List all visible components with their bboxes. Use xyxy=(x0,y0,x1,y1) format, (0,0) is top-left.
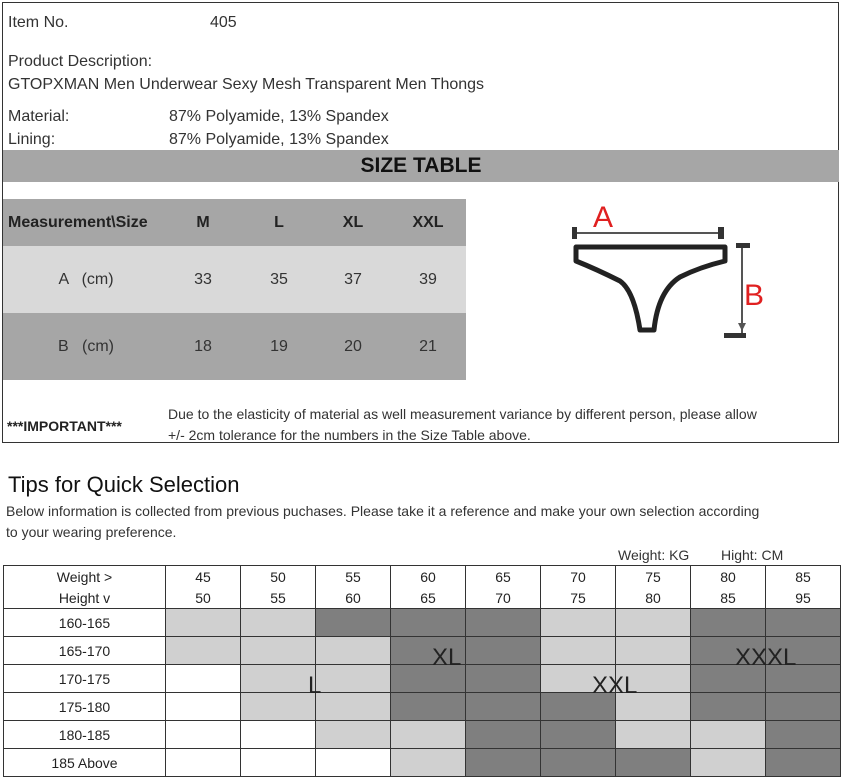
header-measurement: Measurement\Size xyxy=(8,213,148,231)
weight-value: 55 xyxy=(316,566,391,588)
grid-cell xyxy=(166,693,241,721)
unit-weight: Weight: KG xyxy=(618,547,690,563)
grid-cell xyxy=(766,693,841,721)
grid-cell xyxy=(241,609,316,637)
grid-row xyxy=(4,693,841,721)
grid-row xyxy=(4,665,841,693)
grid-row xyxy=(4,609,841,637)
row-b-xl: 20 xyxy=(344,337,362,355)
grid-cell xyxy=(541,609,616,637)
grid-cell xyxy=(241,665,316,693)
grid-cell xyxy=(541,749,616,777)
lining-label: Lining: xyxy=(8,131,56,148)
grid-cell xyxy=(316,609,391,637)
grid-cell xyxy=(691,721,766,749)
unit-height: Hight: CM xyxy=(721,547,784,563)
important-line-1: Due to the elasticity of material as well measurement variance by different person, please allow xyxy=(168,406,757,422)
description-value: GTOPXMAN Men Underwear Sexy Mesh Transparent Men Thongs xyxy=(8,76,485,93)
tips-title: Tips for Quick Selection xyxy=(8,472,240,497)
tips-description-2: to your wearing preference. xyxy=(6,524,177,540)
size-table-banner xyxy=(3,150,839,182)
grid-cell xyxy=(616,721,691,749)
zone-label-l: L xyxy=(308,672,322,699)
weight-value: 45 xyxy=(166,566,241,588)
grid-cell xyxy=(466,749,541,777)
grid-cell xyxy=(616,749,691,777)
row-b-label: B (cm) xyxy=(58,337,114,355)
grid-cell xyxy=(466,637,541,665)
grid-row xyxy=(4,637,841,665)
grid-cell xyxy=(466,721,541,749)
grid-cell xyxy=(316,693,391,721)
grid-cell xyxy=(391,749,466,777)
grid-cell xyxy=(541,721,616,749)
grid-cell xyxy=(316,749,391,777)
weight-value: 75 xyxy=(616,566,691,588)
grid-cell xyxy=(316,637,391,665)
grid-row xyxy=(4,721,841,749)
grid-cell xyxy=(166,721,241,749)
height-value: 55 xyxy=(241,587,316,609)
grid-cell xyxy=(166,665,241,693)
important-label: ***IMPORTANT*** xyxy=(7,418,122,434)
grid-cell xyxy=(691,693,766,721)
weight-value: 80 xyxy=(691,566,766,588)
grid-cell xyxy=(166,609,241,637)
grid-cell xyxy=(691,749,766,777)
material-value: 87% Polyamide, 13% Spandex xyxy=(169,108,389,125)
header-l: L xyxy=(274,213,284,231)
weight-value: 50 xyxy=(241,566,316,588)
height-range-label: 170-175 xyxy=(4,665,166,693)
height-row xyxy=(4,587,841,609)
selection-grid xyxy=(3,565,841,777)
grid-cell xyxy=(766,609,841,637)
row-b-xxl: 21 xyxy=(419,337,437,355)
height-range-label: 160-165 xyxy=(4,609,166,637)
height-value: 75 xyxy=(541,587,616,609)
grid-cell xyxy=(616,609,691,637)
grid-cell xyxy=(766,721,841,749)
grid-cell xyxy=(166,749,241,777)
diagram-label-a: A xyxy=(593,201,614,234)
grid-cell xyxy=(241,637,316,665)
grid-cell xyxy=(391,721,466,749)
grid-cell xyxy=(241,749,316,777)
height-range-label: 175-180 xyxy=(4,693,166,721)
tips-description-1: Below information is collected from previous puchases. Please take it a reference and make your own selection according xyxy=(6,503,760,519)
grid-cell xyxy=(466,609,541,637)
grid-cell xyxy=(316,665,391,693)
important-line-2: +/- 2cm tolerance for the numbers in the Size Table above. xyxy=(168,427,531,443)
row-a-label: A (cm) xyxy=(58,270,114,288)
weight-value: 70 xyxy=(541,566,616,588)
row-a-xl: 37 xyxy=(344,270,362,288)
row-b-l: 19 xyxy=(270,337,288,355)
grid-cell xyxy=(316,721,391,749)
grid-cell xyxy=(616,637,691,665)
row-a-xxl: 39 xyxy=(419,270,437,288)
weight-label: Weight > xyxy=(4,566,166,588)
grid-cell xyxy=(391,693,466,721)
size-table-title: SIZE TABLE xyxy=(360,154,482,177)
header-m: M xyxy=(196,213,210,231)
size-table-header xyxy=(3,199,466,246)
grid-cell xyxy=(241,693,316,721)
height-value: 85 xyxy=(691,587,766,609)
grid-cell xyxy=(541,637,616,665)
height-value: 50 xyxy=(166,587,241,609)
height-value: 95 xyxy=(766,587,841,609)
grid-cell xyxy=(691,609,766,637)
height-value: 60 xyxy=(316,587,391,609)
item-value: 405 xyxy=(210,14,237,31)
height-value: 65 xyxy=(391,587,466,609)
height-range-label: 165-170 xyxy=(4,637,166,665)
description-label: Product Description: xyxy=(8,53,153,70)
diagram-label-b: B xyxy=(744,279,765,312)
zone-label-xxxl: XXXL xyxy=(735,644,797,671)
item-label: Item No. xyxy=(8,14,69,31)
zone-label-xxl: XXL xyxy=(592,672,638,699)
grid-cell xyxy=(241,721,316,749)
header-xxl: XXL xyxy=(412,213,444,231)
row-a-m: 33 xyxy=(194,270,212,288)
height-range-label: 185 Above xyxy=(4,749,166,777)
size-row-b xyxy=(3,313,466,380)
weight-row xyxy=(4,566,841,588)
material-label: Material: xyxy=(8,108,70,125)
weight-value: 60 xyxy=(391,566,466,588)
height-value: 70 xyxy=(466,587,541,609)
grid-cell xyxy=(466,665,541,693)
height-label: Height v xyxy=(4,587,166,609)
lining-value: 87% Polyamide, 13% Spandex xyxy=(169,131,389,148)
weight-value: 85 xyxy=(766,566,841,588)
grid-cell xyxy=(391,609,466,637)
grid-cell xyxy=(766,749,841,777)
grid-row xyxy=(4,749,841,777)
header-xl: XL xyxy=(342,213,364,231)
row-a-l: 35 xyxy=(270,270,288,288)
thong-diagram xyxy=(560,195,775,345)
size-row-a xyxy=(3,246,466,313)
grid-cell xyxy=(166,637,241,665)
height-range-label: 180-185 xyxy=(4,721,166,749)
row-b-m: 18 xyxy=(194,337,212,355)
height-value: 80 xyxy=(616,587,691,609)
grid-cell xyxy=(466,693,541,721)
weight-value: 65 xyxy=(466,566,541,588)
zone-label-xl: XL xyxy=(432,644,462,671)
